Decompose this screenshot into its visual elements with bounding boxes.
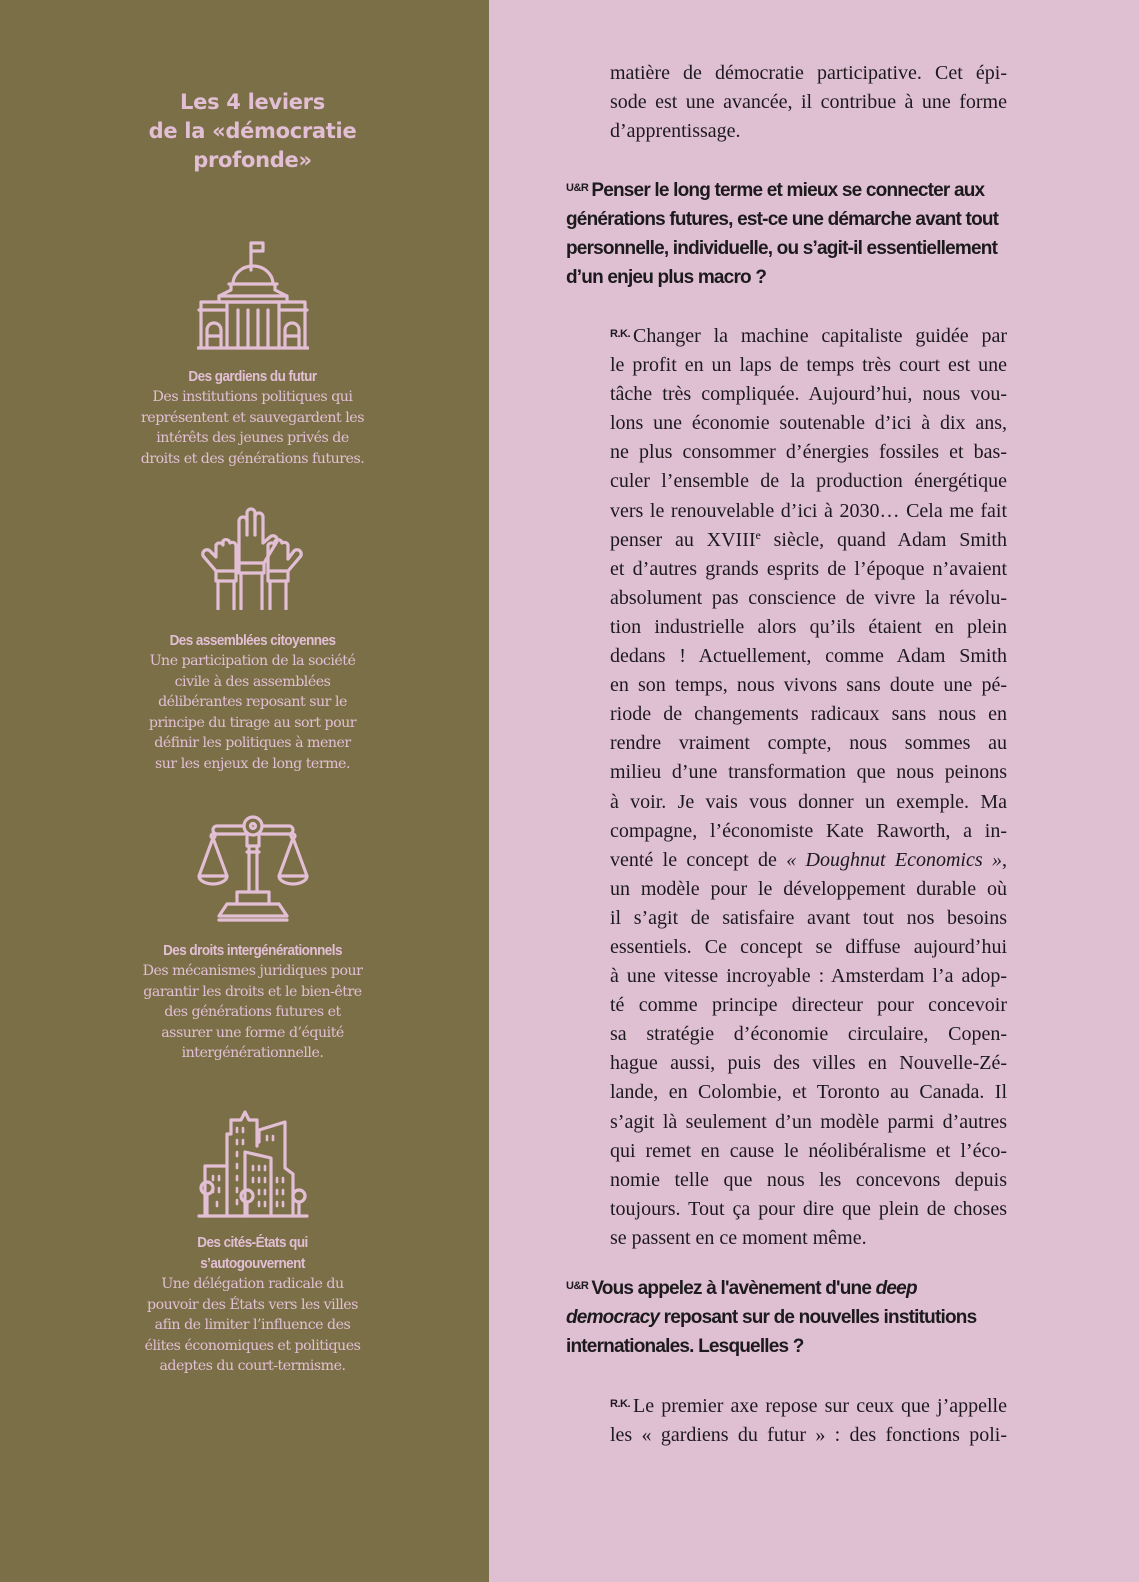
text-line: toujours. Tout ça pour dire que plein de choses (610, 1197, 1007, 1220)
text-line: hague aussi, puis des villes en Nouvelle-Zé- (610, 1052, 1007, 1075)
lever-title (25, 366, 480, 387)
lever-description (0, 387, 505, 469)
text-line: milieu d’une transformation que nous peinons (610, 761, 1007, 784)
lever-title (25, 940, 480, 961)
lever-desc-line: Des mécanismes juridiques pour (142, 963, 363, 979)
lever-desc-line: pouvoir des États vers les villes (147, 1296, 358, 1313)
lever-desc-line: afin de limiter l’influence des (154, 1317, 351, 1334)
interviewer-tag: U&R (566, 182, 589, 194)
lever-desc-line: adeptes du court-termisme. (159, 1358, 346, 1375)
lever-desc-line: Une participation de la société (149, 653, 356, 669)
sidebar-title-line: de la «démocratie (148, 119, 357, 143)
question-2 (566, 1272, 1006, 1361)
question-fragment: Vous appelez à l'avènement d'une (591, 1278, 876, 1299)
text-line: dedans ! Actuellement, comme Adam Smith (610, 645, 1007, 668)
question-fragment: reposant sur de nouvelles institutions (659, 1307, 977, 1328)
interviewer-tag: U&R (566, 1280, 589, 1292)
article-column (489, 0, 1139, 1582)
text-line: ne plus consommer d’énergies fossiles et bas- (610, 441, 1007, 464)
text-line: qui remet en cause le néolibéralisme et l’éco- (610, 1139, 1007, 1162)
interviewee-tag: R.K. (610, 1398, 630, 1410)
city-buildings-icon (197, 1108, 309, 1220)
text-line: Changer la machine capitaliste guidée par (633, 325, 1007, 347)
lever-desc-line: définir les politiques à mener (154, 735, 351, 752)
intro-paragraph (610, 59, 1007, 146)
text-line: Le premier axe repose sur ceux que j’appelle (633, 1395, 1007, 1417)
text-line: compagne, l’économiste Kate Raworth, a in- (610, 819, 1007, 842)
text-line (610, 526, 1007, 555)
lever-title (25, 630, 480, 651)
lever-description (0, 651, 505, 775)
superscript: e (755, 527, 761, 542)
question-line: personnelle, individuelle, ou s’agit-il essentiellement (566, 238, 998, 259)
lever-title-line: Des droits intergénérationnels (163, 942, 342, 959)
lever-desc-line: principe du tirage au sort pour (148, 714, 357, 731)
lever-title-line: s’autogouvernent (200, 1255, 305, 1272)
lever-desc-line: Une délégation radicale du (161, 1276, 344, 1292)
text-line: rendre vraiment compte, nous sommes au (610, 732, 1007, 755)
text-fragment: venté le concept de (610, 848, 787, 871)
question-line: Penser le long terme et mieux se connecter aux (591, 180, 985, 201)
text-line: absolument pas conscience de vivre la révolu- (610, 586, 1007, 609)
answer-2 (610, 1390, 1007, 1450)
text-line: tion industrielle alors qu’ils étaient en plein (610, 615, 1007, 638)
question-italic: deep (875, 1278, 917, 1299)
sidebar-panel (0, 0, 489, 1582)
text-line: se passent en ce moment même. (610, 1226, 867, 1249)
lever-title-line: Des assemblées citoyennes (169, 632, 336, 649)
lever-desc-line: délibérantes reposant sur le (158, 694, 347, 711)
lever-description (0, 961, 505, 1064)
text-line: riode de changements radicaux sans nous en (610, 703, 1007, 726)
text-line: vers le renouvelable d’ici à 2030… Cela me fait (610, 499, 1007, 522)
lever-description (0, 1274, 505, 1377)
question-line: générations futures, est-ce une démarche avant tout (566, 209, 999, 230)
question-line: d’un enjeu plus macro ? (566, 267, 767, 288)
capitol-building-icon (197, 240, 309, 352)
text-line: lons une économie soutenable d’ici à dix ans, (610, 412, 1007, 435)
answer-1 (610, 320, 1007, 1253)
text-line: sode est une avancée, il contribue à une forme (610, 91, 1007, 114)
text-line: s’agit là seulement d’un modèle parmi d’autres (610, 1110, 1007, 1133)
scales-of-justice-icon (197, 814, 309, 926)
lever-intergenerational-rights (0, 814, 505, 1064)
raised-hands-icon (198, 505, 308, 610)
text-line (610, 846, 1007, 875)
text-line: à voir. Je vais vous donner un exemple. Ma (610, 790, 1007, 813)
text-line: les « gardiens du futur » : des fonctions poli- (610, 1424, 1007, 1447)
text-line: et d’autres grands esprits de l’époque n’avaient (610, 557, 1007, 580)
sidebar-title-line: Les 4 leviers (180, 90, 325, 114)
question-1 (566, 174, 1006, 292)
lever-desc-line: assurer une forme d’équité (161, 1024, 344, 1041)
text-fragment: penser au XVIII (610, 528, 756, 551)
text-line: le profit en un laps de temps très court est une (610, 354, 1007, 377)
text-line: lande, en Colombie, et Toronto au Canada. Il (610, 1081, 1007, 1104)
text-line: nomie telle que nous les concevons depuis (610, 1168, 1007, 1191)
lever-title (25, 1232, 480, 1274)
text-line: à une vitesse incroyable : Amsterdam l’a adop- (610, 965, 1007, 988)
sidebar-title (0, 88, 505, 175)
text-line: il s’agit de satisfaire avant tout nos besoins (610, 906, 1007, 929)
text-line: té comme principe directeur pour concevoir (610, 994, 1007, 1017)
text-line: matière de démocratie participative. Cet épi- (610, 62, 1007, 84)
question-line: internationales. Lesquelles ? (566, 1336, 804, 1357)
lever-guardians (0, 240, 505, 469)
text-line: culer l’ensemble de la production énergétique (610, 470, 1007, 493)
lever-desc-line: intergénérationnelle. (181, 1045, 324, 1062)
lever-desc-line: droits et des générations futures. (140, 450, 365, 467)
text-line: un modèle pour le développement durable où (610, 877, 1007, 900)
lever-title-line: Des gardiens du futur (188, 368, 317, 385)
interviewee-tag: R.K. (610, 328, 630, 340)
text-line: sa stratégie d’économie circulaire, Copen- (610, 1023, 1007, 1046)
lever-desc-line: élites économiques et politiques (144, 1337, 361, 1354)
text-line: d’apprentissage. (610, 120, 741, 143)
lever-desc-line: garantir les droits et le bien-être (143, 983, 362, 1000)
sidebar-title-line: profonde» (193, 148, 312, 172)
lever-title-line: Des cités-États qui (197, 1234, 308, 1251)
text-fragment: siècle, quand Adam Smith (760, 528, 1007, 551)
lever-citizen-assemblies (0, 505, 505, 775)
text-line: essentiels. Ce concept se diffuse aujourd’hui (610, 935, 1007, 958)
italic-title: « Doughnut Economics » (786, 848, 1002, 871)
text-line: en son temps, nous vivons sans doute une pé- (610, 674, 1007, 697)
lever-desc-line: sur les enjeux de long terme. (155, 755, 350, 772)
text-fragment: , (1002, 848, 1007, 871)
text-line: tâche très compliquée. Aujourd’hui, nous vou- (610, 383, 1007, 406)
lever-desc-line: Des institutions politiques qui (152, 389, 353, 405)
question-italic: democracy (566, 1307, 660, 1328)
lever-desc-line: des générations futures et (164, 1004, 341, 1021)
lever-desc-line: civile à des assemblées (174, 673, 331, 690)
lever-desc-line: intérêts des jeunes privés de (156, 430, 349, 447)
lever-city-states (0, 1108, 505, 1377)
lever-desc-line: représentent et sauvegardent les (141, 409, 364, 426)
